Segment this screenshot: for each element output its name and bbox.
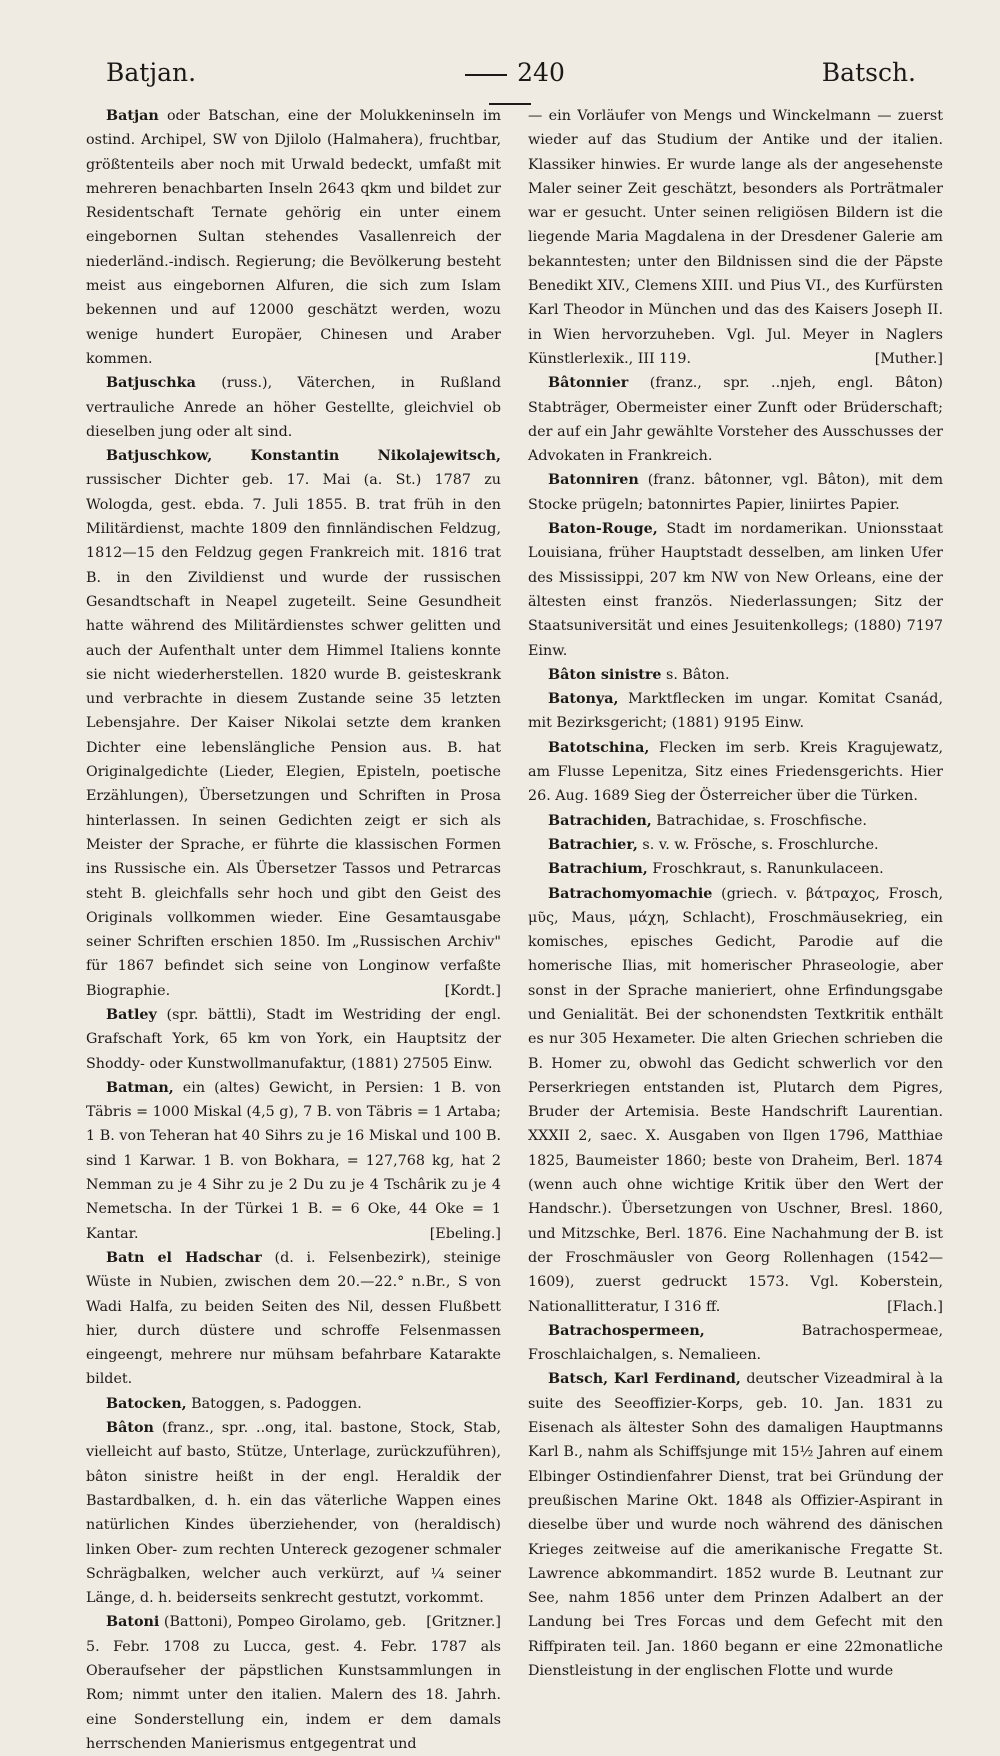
entry-lemma: Batn el Hadschar	[106, 1249, 262, 1266]
left-column	[86, 104, 502, 1752]
entry-lemma: Batley	[106, 1006, 157, 1023]
entry-lemma: Batotschina,	[548, 739, 650, 756]
entry-text: (griech. v. βάτραχος, Frosch, μῦς, Maus, μάχη, Schlacht), Froschmäusekrieg, ein komisches, episches Gedicht, Parodie auf die homerische Ilias, mit homerischer Phraseologie, aber sonst in der Sprache manieriert, ohne Erfindungsgabe und Genialität. Bei der schonendsten Textkritik enthält es nur 305 Hexameter. Die alten Griechen schrieben die B. Homer zu, obwohl das Gedicht schwerlich vor den Perserkriegen entstanden ist, Plutarch dem Pigres, Bruder der Artemisia. Beste Handschrift Laurentian. XXXII 2, saec. X. Ausgaben von Ilgen 1796, Matthiae 1825, Baumeister 1860; beste von Draheim, Berl. 1874 (wenn auch ohne wichtige Kritik über den Wert der Handschr.). Übersetzungen von Uschner, Bresl. 1860, und Mitzschke, Berl. 1876. Eine Nachahmung der B. ist der Froschmäusler von Georg Rollenhagen (1542—1609), zuerst gedruckt 1573. Vgl. Koberstein, Nationallitteratur, I 316 ff.	[528, 885, 943, 1315]
entry-lemma: Batrachospermeen,	[548, 1322, 705, 1339]
entry	[528, 809, 943, 833]
entry-lemma: Batjan	[106, 108, 159, 124]
entry	[528, 1367, 943, 1683]
entry	[86, 1076, 501, 1246]
entry	[528, 687, 943, 736]
entry-lemma: Batonniren	[548, 472, 639, 489]
entry-text: (d. i. Felsenbezirk), steinige Wüste in Nubien, zwischen dem 20.—22.° n.Br., S von Wadi Halfa, zu beiden Seiten des Nil, dessen Flußbett hier, durch düstere und schroffe Felsenmassen eingeengt, mehrere nur mühsam befahrbare Katarakte bildet.	[86, 1249, 501, 1388]
entry	[528, 857, 943, 881]
header-right-catchword: Batsch.	[821, 58, 916, 87]
entry-text: Froschkraut, s. Ranunkulaceen.	[652, 861, 884, 878]
entry-text: ein (altes) Gewicht, in Persien: 1 B. von Täbris = 1000 Miskal (4,5 g), 7 B. von Täbris = 1 Artaba; 1 B. von Teheran hat 40 Sihrs zu je 16 Miskal und 100 B. sind 1 Karwar. 1 B. von Bokhara, = 127,768 kg, hat 2 Nemman zu je 4 Sihr zu je 2 Du zu je 4 Tschârik zu je 4 Nemetscha. In der Türkei 1 B. = 6 Oke, 44 Oke = 1 Kantar.	[86, 1079, 502, 1242]
entry-lemma: Bâtonnier	[548, 375, 629, 392]
entry-text: s. v. w. Frösche, s. Froschlurche.	[642, 836, 879, 853]
entry	[86, 444, 501, 1003]
entry	[528, 833, 943, 857]
entry-text: oder Batschan, eine der Molukkeninseln im ostind. Archipel, SW von Djilolo (Halmahera), fruchtbar, größtenteils aber noch mit Urwald bedeckt, umfaßt mit mehreren benachbarten Inseln 2643 qkm und bildet zur Residentschaft Ternate gehörig ein unter einem eingebornen Sultan stehendes Vasallenreich der niederländ.-indisch. Regierung; die Bevölkerung besteht meist aus eingebornen Alfuren, die sich zum Islam bekennen und auf 12000 geschätzt werden, wozu wenige hundert Europäer, Chinesen und Araber kommen.	[86, 108, 502, 367]
entry	[86, 371, 501, 444]
right-column	[528, 104, 944, 1679]
entry-lemma: Batsch, Karl Ferdinand,	[548, 1371, 741, 1388]
entry-lemma: Bâton	[106, 1420, 154, 1437]
entry-text: Flecken im serb. Kreis Kragujewatz, am Flusse Lepenitza, Sitz eines Friedensgerichts. Hier 26. Aug. 1689 Sieg der Österreicher über die Türken.	[528, 739, 943, 805]
entry-text: (franz. bâtonner, vgl. Bâton), mit dem Stocke prügeln; batonnirtes Papier, liniirtes Papier.	[528, 472, 943, 513]
entry	[528, 882, 943, 1319]
entry	[86, 1392, 501, 1416]
entry-text: (Battoni), Pompeo Girolamo, geb. 5. Febr. 1708 zu Lucca, gest. 4. Febr. 1787 als Oberaufseher der päpstlichen Kunstsammlungen in Rom; nimmt unter den italien. Malern des 18. Jahrh. eine Sonderstellung ein, indem er dem damals herrschenden Manierismus entgegentrat und	[86, 1614, 501, 1752]
author-signature: [Muther.]	[874, 350, 943, 367]
entry-text: — ein Vorläufer von Mengs und Winckelmann — zuerst wieder auf das Studium der Antike und der italien. Klassiker hinwies. Er wurde lange als der angesehenste Maler seiner Zeit geschätzt, besonders als Porträtmaler war er gesucht. Unter seinen religiösen Bildern ist die liegende Maria Magdalena in der Dresdener Galerie am bekanntesten; unter den Bildnissen sind die der Päpste Benedikt XIV., Clemens XIII. und Pius VI., des Kurfürsten Karl Theodor in München und das des Kaisers Joseph II. in Wien hervorzuheben. Vgl. Jul. Meyer in Naglers Künstlerlexik., III 119.	[528, 108, 943, 367]
page-header	[0, 58, 1000, 98]
entry	[86, 1246, 501, 1392]
entry-continuation	[528, 104, 943, 371]
entry-lemma: Batrachomyomachie	[548, 885, 713, 902]
entry-lemma: Batrachier,	[548, 836, 638, 853]
entry	[86, 104, 501, 371]
entry	[528, 1319, 943, 1368]
author-signature: [Flach.]	[887, 1298, 943, 1315]
entry	[528, 371, 943, 468]
header-left-catchword: Batjan.	[106, 58, 197, 87]
entry-text: Marktflecken im ungar. Komitat Csanád, mit Bezirksgericht; (1881) 9195 Einw.	[528, 691, 943, 732]
entry	[528, 663, 943, 687]
entry-lemma: Batrachiden,	[548, 812, 652, 829]
entry-lemma: Batman,	[106, 1079, 174, 1096]
entry-text: (franz., spr. ..ong, ital. bastone, Stock, Stab, vielleicht auf basto, Stütze, Unterlage, zurückzuführen), bâton sinistre heißt in der engl. Heraldik der Bastardbalken, d. h. ein das väterliche Wappen eines natürlichen Kindes überziehender, von (heraldisch) linken Ober- zum rechten Untereck gezogener schmaler Schrägbalken, welcher auch verkürzt, auf ¼ seiner Länge, d. h. beiderseits senkrecht gestutzt, vorkommt.	[86, 1420, 501, 1607]
entry-lemma: Batonya,	[548, 691, 619, 708]
entry-lemma: Batrachium,	[548, 861, 648, 878]
entry-text: Batoggen, s. Padoggen.	[191, 1395, 362, 1412]
entry-text: Batrachospermeae, Froschlaichalgen, s. Nemalieen.	[528, 1322, 943, 1364]
entry	[86, 1003, 501, 1076]
entry-text: (franz., spr. ..njeh, engl. Bâton) Stabträger, Obermeister einer Zunft oder Brüderschaft; der auf ein Jahr gewählte Vorsteher des Ausschusses der Advokaten in Frankreich.	[528, 375, 943, 465]
entry-lemma: Bâton sinistre	[548, 666, 662, 683]
entry-lemma: Batoni	[106, 1614, 160, 1631]
dash-left	[465, 74, 507, 76]
entry-text: deutscher Vizeadmiral à la suite des Seeoffizier-Korps, geb. 10. Jan. 1831 zu Eisenach als ältester Sohn des damaligen Hauptmanns Karl B., nahm als Schiffsjunge mit 15½ Jahren auf einem Elbinger Ostindienfahrer Dienst, trat bei Gründung der preußischen Marine Okt. 1848 als Offizier-Aspirant in dieselbe über und wurde noch während des dänischen Krieges zeitweise auf die amerikanische Fregatte St. Lawrence abkommandirt. 1852 wurde B. Leutnant zur See, nahm 1856 unter dem Prinzen Adalbert an der Landung bei Tres Forcas und dem Gefecht mit den Riffpiraten teil. Jan. 1860 begann er eine 22monatliche Dienstleistung in der englischen Flotte und wurde	[528, 1371, 944, 1679]
entry-text: (russ.), Väterchen, in Rußland vertrauliche Anrede an höher Gestellte, gleichviel ob dieselben jung oder alt sind.	[86, 375, 501, 440]
entry-text: Stadt im nordamerikan. Unionsstaat Louisiana, früher Hauptstadt desselben, am linken Ufer des Mississippi, 207 km NW von New Orleans, eine der ältesten einst französ. Niederlassungen; Sitz der Staatsuniversität und eines Jesuitenkollegs; (1880) 7197 Einw.	[528, 521, 943, 659]
entry	[528, 736, 943, 809]
author-signature: [Ebeling.]	[429, 1225, 501, 1242]
entry	[528, 517, 943, 663]
author-signature: [Gritzner.]	[426, 1614, 501, 1631]
entry-text: (spr. bättli), Stadt im Westriding der engl. Grafschaft York, 65 km von York, ein Hauptsitz der Shoddy- oder Kunstwollmanufaktur, (1881) 27505 Einw.	[86, 1006, 501, 1072]
page-number: 240	[517, 58, 565, 87]
entry-lemma: Batjuschkow, Konstantin Nikolajewitsch,	[106, 448, 501, 465]
entry	[528, 468, 943, 517]
author-signature: [Kordt.]	[444, 982, 501, 999]
entry-text: s. Bâton.	[666, 666, 730, 683]
entry-lemma: Batocken,	[106, 1395, 187, 1412]
entry-lemma: Baton-Rouge,	[548, 521, 658, 538]
entry-text: russischer Dichter geb. 17. Mai (a. St.) 1787 zu Wologda, gest. ebda. 7. Juli 1855. B. trat früh in den Militärdienst, machte 1809 den finnländischen Feldzug, 1812—15 den Feldzug gegen Frankreich mit. 1816 trat B. in den Zivildienst und wurde der russischen Gesandtschaft in Neapel zugeteilt. Seine Gesundheit hatte während des Militärdienstes schwer gelitten und auch der Aufenthalt unter dem Himmel Italiens konnte sie nicht wiederherstellen. 1820 wurde B. geisteskrank und verbrachte in diesem Zustande seine 35 letzten Lebensjahre. Der Kaiser Nikolai setzte dem kranken Dichter eine lebenslängliche Pension aus. B. hat Originalgedichte (Lieder, Elegien, Episteln, poetische Erzählungen), Übersetzungen und Schriften in Prosa hinterlassen. In seinen Gedichten zeigt er sich als Meister der Sprache, er führte die klassischen Formen ins Russische ein. Als Übersetzer Tassos und Petrarcas steht B. gleichfalls sehr hoch und gibt den Geist des Originals vollkommen wieder. Eine Gesamtausgabe seiner Schriften erschien 1850. Im „Russischen Archiv" für 1867 befindet sich seine von Longinow verfaßte Biographie.	[86, 472, 501, 999]
entry-text: Batrachidae, s. Froschfische.	[656, 812, 867, 829]
entry-lemma: Batjuschka	[106, 375, 196, 392]
